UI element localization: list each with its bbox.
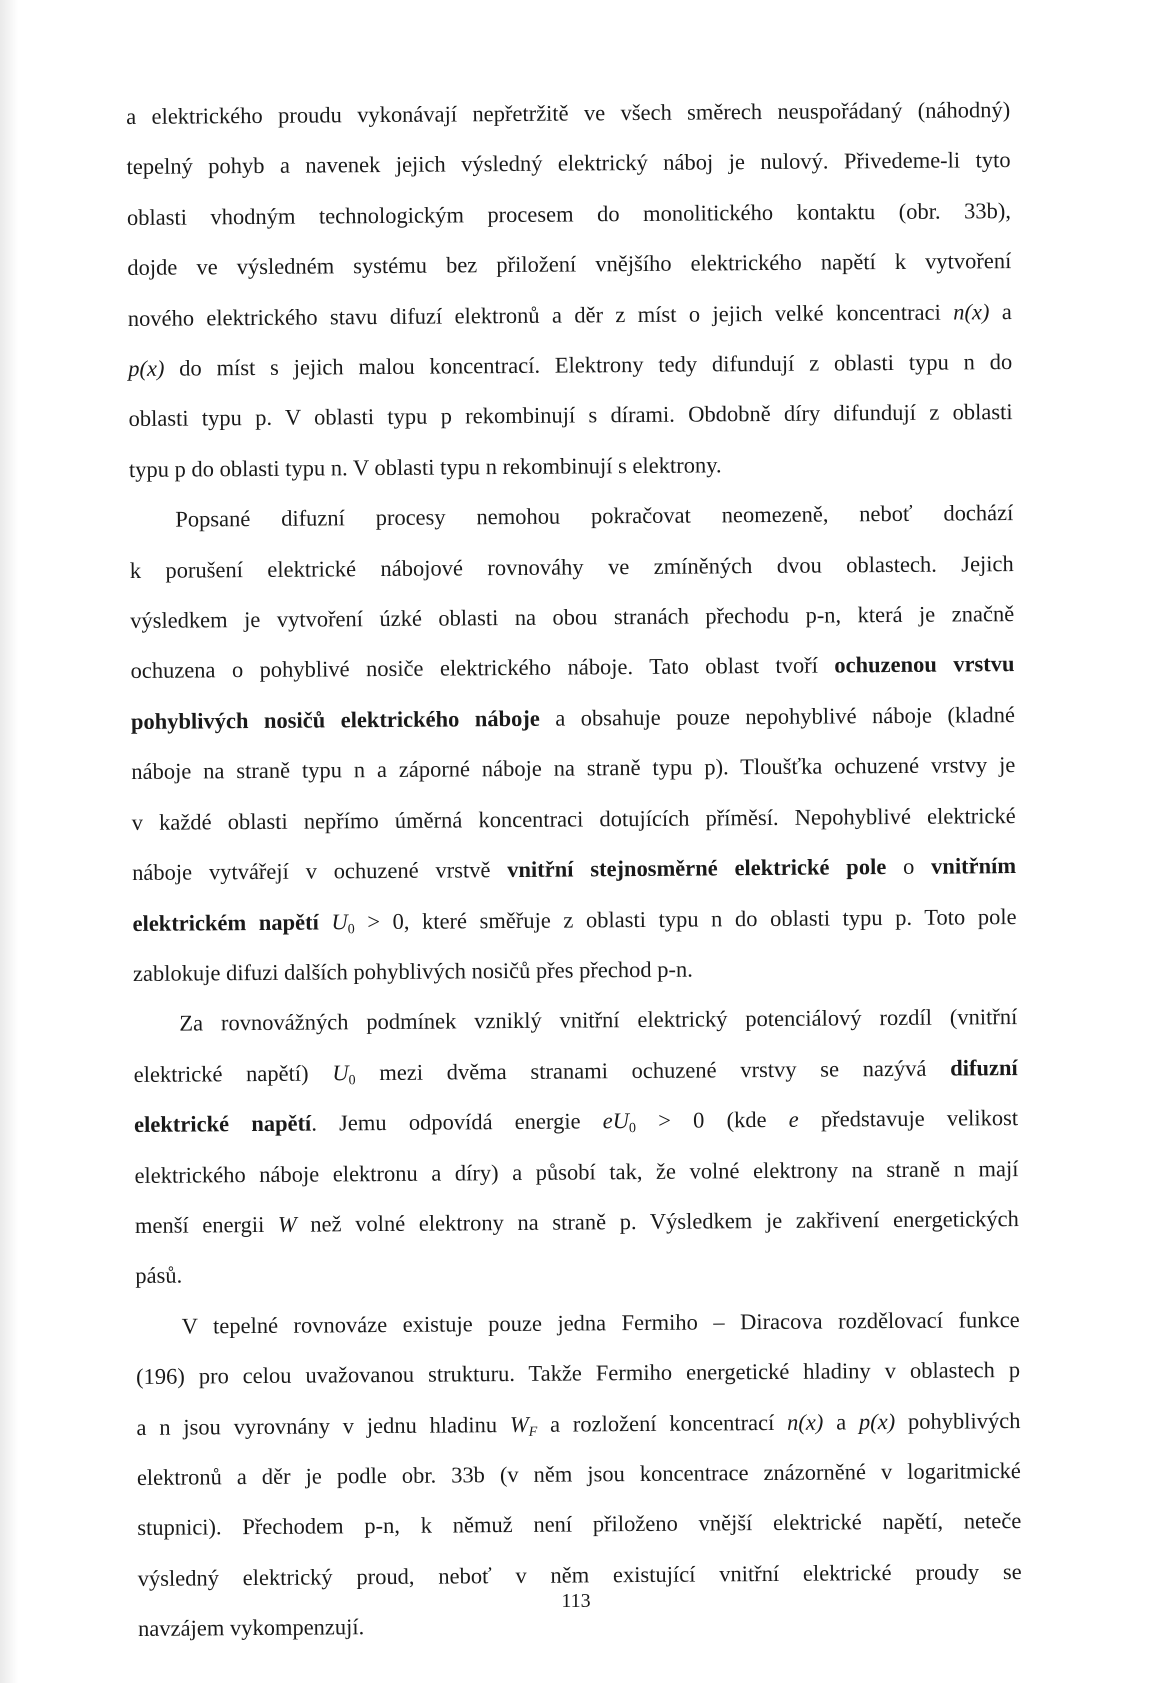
text-line: náboje vytvářejí v ochuzené vrstvě vnitřní stejnosměrné elektrické pole o vnitřním [132,853,1017,886]
text-line: náboje na straně typu n a záporné náboje na straně typu p). Tloušťka ochuzené vrstvy je [131,752,1016,785]
text-line: v každé oblasti nepřímo úměrná koncentraci dotujících příměsí. Nepohyblivé elektrické [131,802,1016,835]
text-line: elektronů a děr je podle obr. 33b (v něm jsou koncentrace znázorněné v logaritmické [136,1457,1021,1490]
text-line: (196) pro celou uvažovanou strukturu. Takže Fermiho energetické hladiny v oblastech p [135,1357,1021,1390]
scan-edge-shadow [0,0,18,1683]
math-symbol-u: U [331,908,348,934]
math-subscript: 0 [347,921,355,937]
text-line: dojde ve výsledném systému bez přiložení vnějšího elektrického napětí k vytvoření [127,248,1012,281]
text-line: výsledný elektrický proud, neboť v něm existující vnitřní elektrické proudy se [137,1558,1022,1591]
paragraph-2 [129,488,1017,999]
bold-term: elektrickém napětí [132,909,319,936]
text-line: a elektrického proudu vykonávají nepřetržitě ve všech směrech neuspořádaný (náhodný) [126,97,1011,129]
bold-term: elektrické napětí [134,1110,312,1138]
math-n-of-x: n(x) [786,1409,824,1435]
text-line: elektrickém napětí $U_0 > 0$, které směřuje z oblasti typu n do oblasti typu p. Toto pole [132,903,1017,937]
text-line: tepelný pohyb a navenek jejich výsledný elektrický náboj je nulový. Přivedeme-li tyto [126,147,1011,180]
text-line: nového elektrického stavu difuzí elektronů a děr z míst o jejich velké koncentraci n(x) a [127,298,1012,331]
math-subscript: F [528,1424,538,1440]
text-line: výsledkem je vytvoření úzké oblasti na obou stranách přechodu p-n, která je značně [130,601,1015,634]
math-p-of-x: p(x) [128,355,165,382]
text-line: Za rovnovážných podmínek vzniklý vnitřní elektrický potenciálový rozdíl (vnitřní [179,1004,1018,1036]
text-line: p(x) do míst s jejich malou koncentrací. Elektrony tedy difundují z oblasti typu n do [128,349,1013,382]
math-symbol-eu: eU [602,1108,630,1134]
text-line: elektrické napětí) $U_0$ mezi dvěma stranami ochuzené vrstvy se nazývá difuzní [133,1054,1018,1089]
text-line: pásů. [135,1262,183,1289]
text-line: elektrické napětí. Jemu odpovídá energie $eU_0 > 0$ (kde e představuje velikost [134,1105,1019,1138]
paragraph-1 [126,85,1013,495]
bold-term: ochuzenou vrstvu [834,651,1015,678]
bold-term: vnitřní stejnosměrné elektrické pole [507,854,887,883]
math-subscript: 0 [628,1121,637,1137]
text-line: k porušení elektrické nábojové rovnováhy ve zmíněných dvou oblastech. Jejich [129,550,1014,583]
text-line: Popsané difuzní procesy nemohou pokračovat neomezeně, neboť dochází [175,500,1014,532]
text-line: a n jsou vyrovnány v jednu hladinu $W_F$ a rozložení koncentrací n(x) a p(x) pohyblivých [136,1407,1021,1440]
bold-term: vnitřním [931,853,1017,879]
text-line: oblasti typu p. V oblasti typu p rekombinují s dírami. Obdobně díry difundují z oblasti [128,399,1013,432]
text-line: menší energii W než volné elektrony na straně p. Výsledkem je zakřivení energetických [134,1205,1019,1238]
text-line: zablokuje difuzi dalších pohyblivých nosičů přes přechod p-n. [132,956,693,986]
text-line: oblasti vhodným technologickým procesem do monolitického kontaktu (obr. 33b), [126,197,1012,230]
math-subscript: 0 [348,1072,356,1089]
math-n-of-x: n(x) [953,298,990,325]
text-line: ochuzena o pohyblivé nosiče elektrického náboje. Tato oblast tvoří ochuzenou vrstvu [130,651,1015,684]
math-symbol-w: W [277,1211,297,1237]
text-line: elektrického náboje elektronu a díry) a působí tak, že volné elektrony na straně n mají [134,1155,1019,1188]
math-symbol-u: U [332,1060,349,1086]
text-line: typu p do oblasti typu n. V oblasti typu n rekombinují s elektrony. [128,452,722,482]
math-symbol-e: e [788,1106,799,1132]
bold-term: pohyblivých nosičů elektrického náboje [130,705,540,734]
body-text [126,85,1022,1654]
math-p-of-x: p(x) [858,1408,896,1434]
bold-term: difuzní [950,1054,1018,1081]
text-line: navzájem vykompenzují. [137,1614,365,1642]
paragraph-3 [133,992,1019,1301]
text-line: pohyblivých nosičů elektrického náboje a obsahuje pouze nepohyblivé náboje (kladné [130,701,1016,734]
text-line: stupnici). Přechodem p-n, k němuž není přiloženo vnější elektrické napětí, neteče [137,1508,1022,1541]
math-symbol-w: W [509,1411,529,1437]
page-number: 113 [561,1590,591,1612]
text-line: V tepelné rovnováze existuje pouze jedna Fermiho – Diracova rozdělovací funkce [181,1306,1020,1339]
